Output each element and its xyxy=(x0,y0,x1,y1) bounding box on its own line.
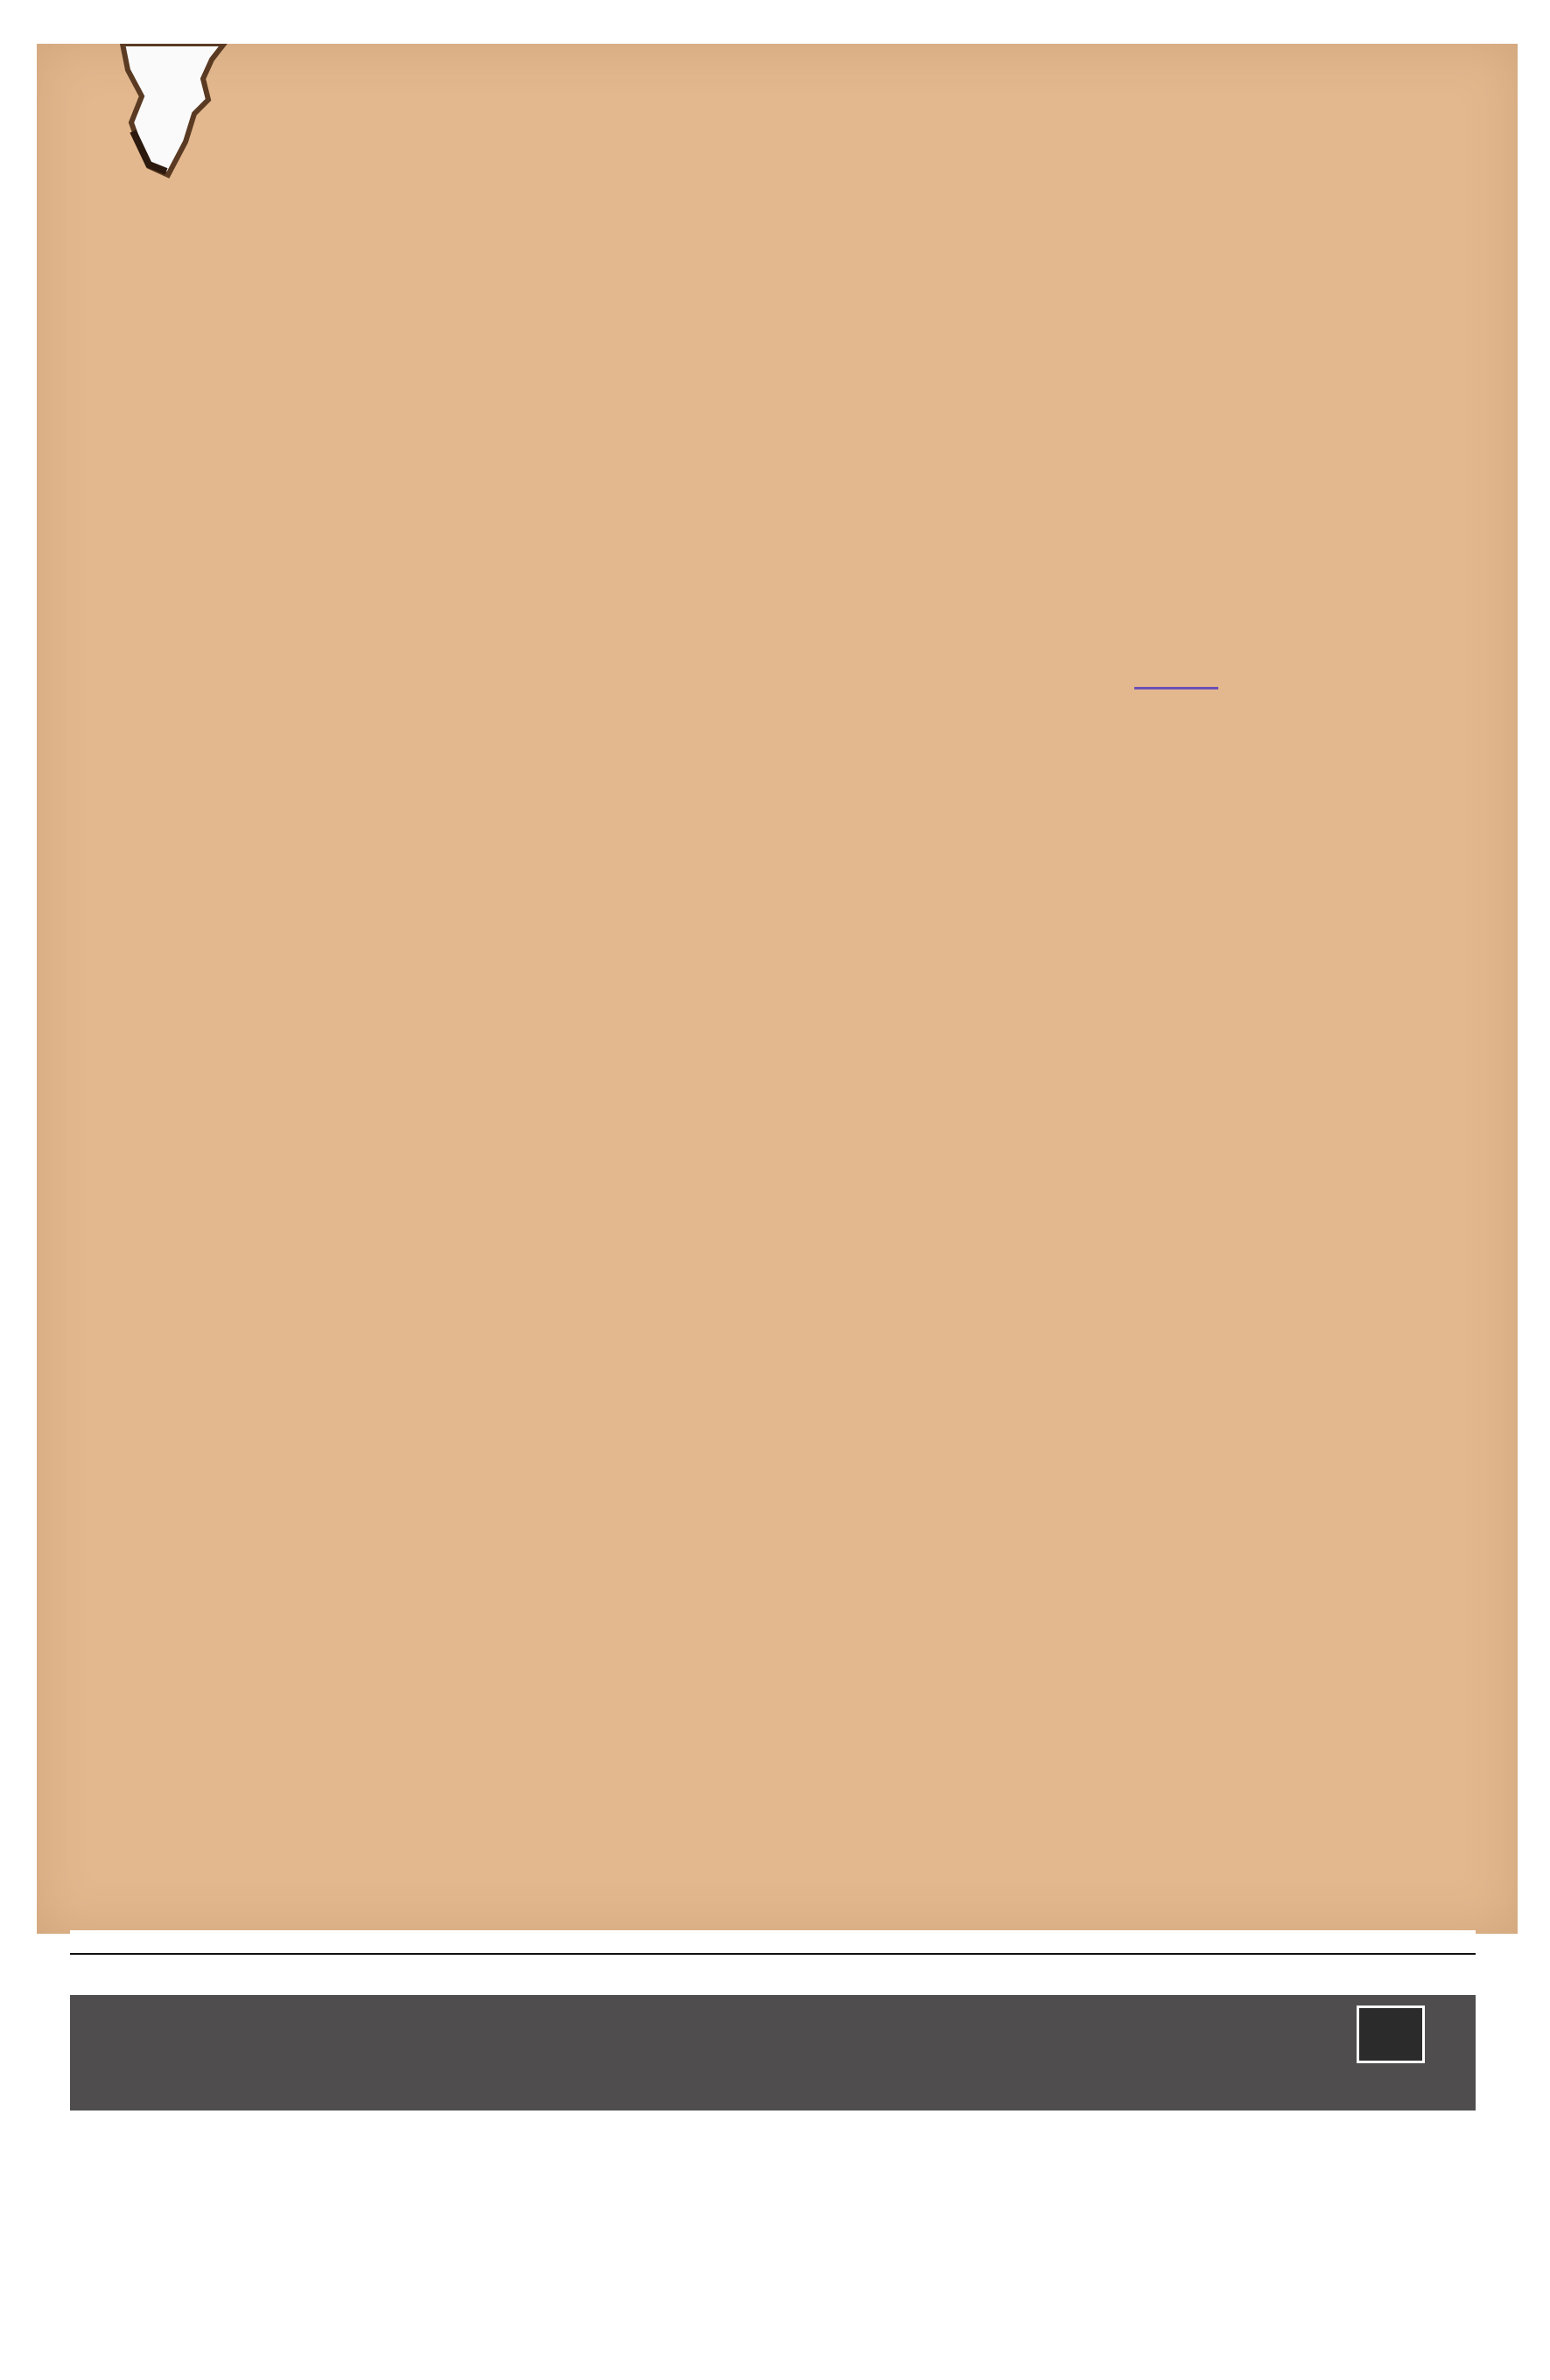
kodak-ruler xyxy=(70,1930,1476,2110)
kodak-logo xyxy=(1357,2006,1425,2063)
patch-label xyxy=(538,2070,694,2105)
top-patch-row xyxy=(70,2110,1476,2229)
patch-label xyxy=(226,2070,382,2105)
patch-label xyxy=(1007,2070,1163,2105)
tape-midline xyxy=(70,1953,1476,1955)
patch-label xyxy=(70,2070,226,2105)
patch-label xyxy=(851,2070,1006,2105)
destination-city xyxy=(1134,685,1218,690)
patch-label xyxy=(695,2070,851,2105)
letter-paper xyxy=(37,44,1518,1934)
color-patches xyxy=(70,2110,1476,2347)
measurement-tape xyxy=(70,1930,1476,1995)
bottom-patch-row xyxy=(70,2229,1476,2347)
patch-label xyxy=(1320,2070,1476,2105)
patch-label xyxy=(382,2070,538,2105)
burn-damage-mark xyxy=(37,44,264,271)
patch-label-row xyxy=(70,2070,1476,2105)
patch-label xyxy=(1163,2070,1319,2105)
